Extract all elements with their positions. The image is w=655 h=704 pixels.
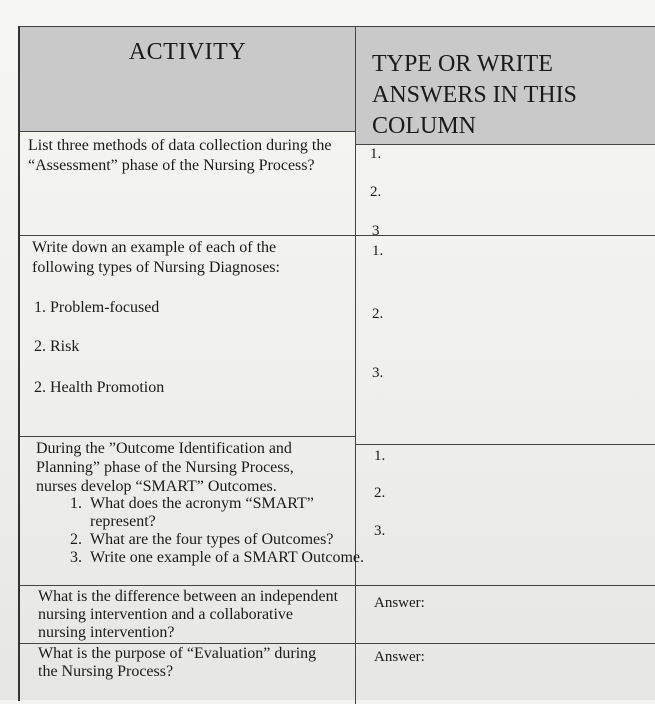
question-5-text: What is the purpose of “Evaluation” during the Nursing Process? — [38, 645, 317, 680]
answer-3-3: 3. — [374, 523, 386, 539]
answer-3-1: 1. — [374, 448, 386, 464]
answers-header: TYPE OR WRITE ANSWERS IN THIS COLUMN — [372, 51, 577, 139]
answer-3-2: 2. — [374, 485, 386, 501]
answer-2-2: 2. — [372, 306, 384, 322]
smart-subquestion-2: 2. What are the four types of Outcomes? — [86, 531, 376, 549]
question-cell-2 — [20, 236, 356, 437]
answer-cell-3[interactable] — [356, 445, 655, 586]
answer-4-label: Answer: — [374, 595, 425, 611]
answer-1-2: 2. — [370, 184, 382, 200]
answer-cell-2[interactable] — [356, 236, 655, 445]
smart-subquestion-3: 3. Write one example of a SMART Outcome. — [86, 549, 376, 567]
question-3-text: During the ”Outcome Identification and Planning” phase of the Nursing Process, nurses develop “SMART” Outcomes. — [36, 440, 294, 495]
answer-1-3: 3 — [372, 223, 380, 239]
question-cell-5 — [20, 644, 356, 704]
activity-header: ACTIVITY — [128, 39, 247, 65]
smart-subquestion-1: 1. What does the acronym “SMART” represent? — [86, 495, 376, 531]
question-cell-4 — [20, 586, 356, 644]
answer-cell-4[interactable] — [356, 586, 655, 644]
question-4-text: What is the difference between an independent nursing intervention and a collaborative nursing intervention? — [38, 588, 339, 641]
activity-table — [18, 26, 655, 701]
answer-5-label: Answer: — [374, 649, 425, 665]
activity-header-cell — [20, 27, 356, 132]
diagnosis-type-3: 2. Health Promotion — [34, 379, 165, 396]
smart-subquestions — [34, 495, 376, 567]
answer-2-1: 1. — [372, 243, 384, 259]
diagnosis-type-2: 2. Risk — [34, 338, 80, 355]
answer-2-3: 3. — [372, 365, 384, 381]
question-1-text: List three methods of data collection during the “Assessment” phase of the Nursing Process? — [28, 137, 332, 174]
answers-header-cell — [356, 27, 655, 145]
diagnosis-type-1: 1. Problem-focused — [34, 299, 160, 316]
answer-cell-1[interactable] — [356, 144, 655, 239]
question-2-text: Write down an example of each of the following types of Nursing Diagnoses: — [32, 239, 280, 276]
question-cell-3 — [20, 437, 365, 586]
question-cell-1 — [20, 132, 356, 236]
answer-1-1: 1. — [370, 146, 382, 162]
answer-cell-5[interactable] — [356, 644, 655, 704]
